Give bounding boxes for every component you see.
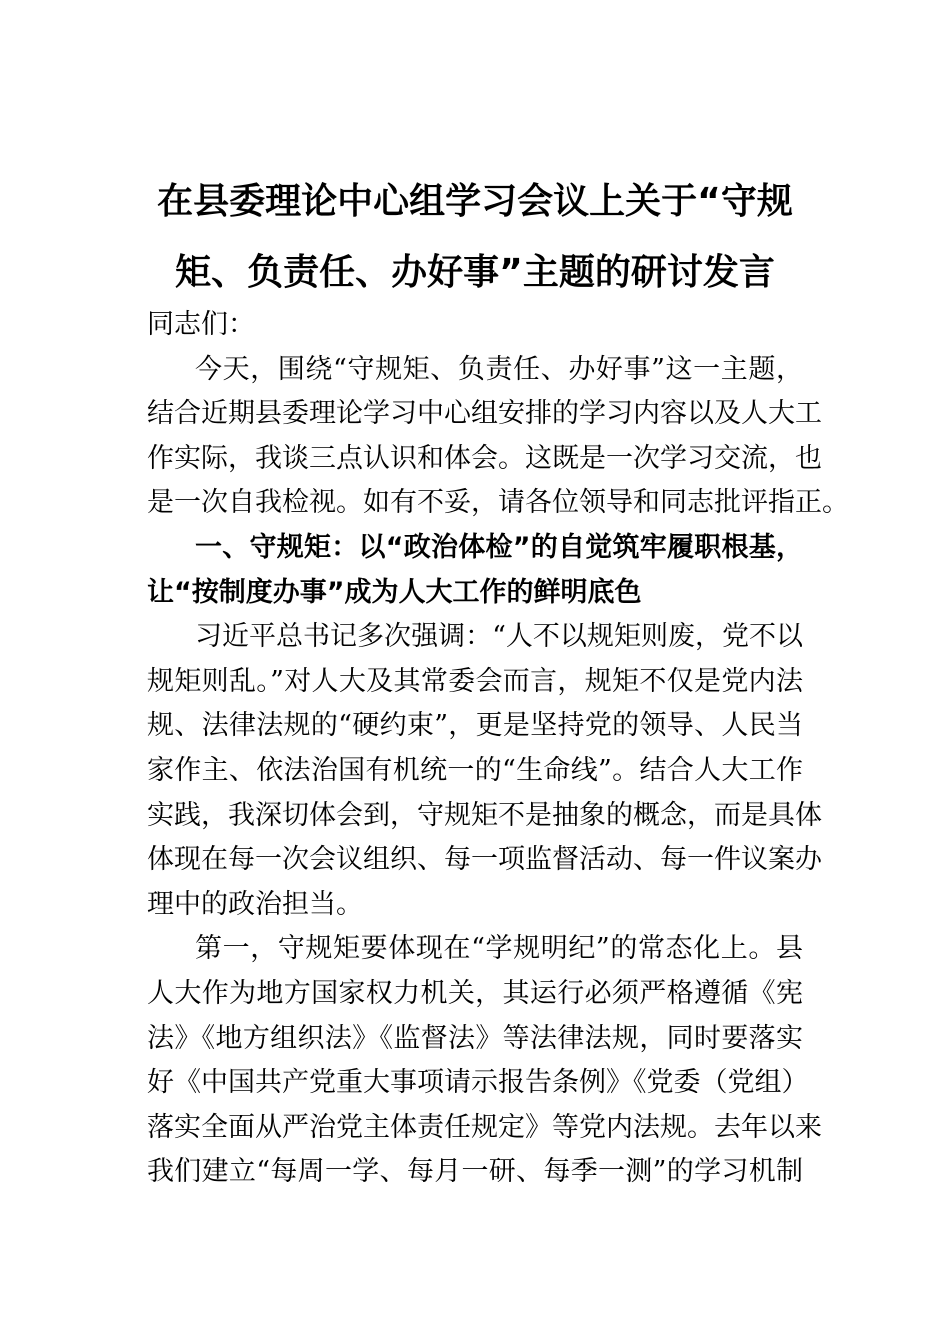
section-heading-1: [147, 526, 803, 615]
text-line: 法》《地方组织法》《监督法》等法律法规，同时要落实: [147, 1022, 803, 1054]
text-line: 作实际，我谈三点认识和体会。这既是一次学习交流，也: [147, 442, 822, 474]
text-line: 规、法律法规的“硬约束”，更是坚持党的领导、人民当: [147, 710, 803, 742]
text-line: 结合近期县委理论学习中心组安排的学习内容以及人大工: [147, 398, 822, 430]
text-line: 我们建立“每周一学、每月一研、每季一测”的学习机制: [147, 1156, 803, 1188]
text-line: 体现在每一次会议组织、每一项监督活动、每一件议案办: [147, 844, 822, 876]
document-body: [147, 303, 849, 1195]
heading-line: 一、守规矩：以“政治体检”的自觉筑牢履职根基，: [195, 531, 803, 563]
text-line: 家作主、依法治国有机统一的“生命线”。结合人大工作: [147, 754, 803, 786]
heading-line: 让“按制度办事”成为人大工作的鲜明底色: [147, 576, 642, 608]
title-line: 在县委理论中心组学习会议上关于“守规: [157, 181, 793, 222]
text-line: 第一，守规矩要体现在“学规明纪”的常态化上。县: [195, 933, 803, 965]
text-line: 今天，围绕“守规矩、负责任、办好事”这一主题，: [195, 353, 803, 385]
text-line: 习近平总书记多次强调：“人不以规矩则废，党不以: [195, 621, 803, 653]
paragraph-intro: [147, 348, 849, 526]
text-line: 人大作为地方国家权力机关，其运行必须严格遵循《宪: [147, 977, 803, 1009]
salutation: 同志们：: [147, 309, 255, 340]
text-line: 好《中国共产党重大事项请示报告条例》《党委（党组）: [147, 1067, 809, 1099]
title-line: 矩、负责任、办好事”主题的研讨发言: [175, 252, 775, 293]
text-line: 落实全面从严治党主体责任规定》等党内法规。去年以来: [147, 1111, 822, 1143]
paragraph-rules: [147, 615, 822, 927]
text-line: 理中的政治担当。: [147, 888, 363, 920]
text-line: 实践，我深切体会到，守规矩不是抽象的概念，而是具体: [147, 799, 822, 831]
paragraph-first-point: [147, 927, 822, 1195]
text-line: 规矩则乱。”对人大及其常委会而言，规矩不仅是党内法: [147, 665, 803, 697]
document-title: [150, 166, 800, 308]
text-line: 是一次自我检视。如有不妥，请各位领导和同志批评指正。: [147, 487, 849, 519]
